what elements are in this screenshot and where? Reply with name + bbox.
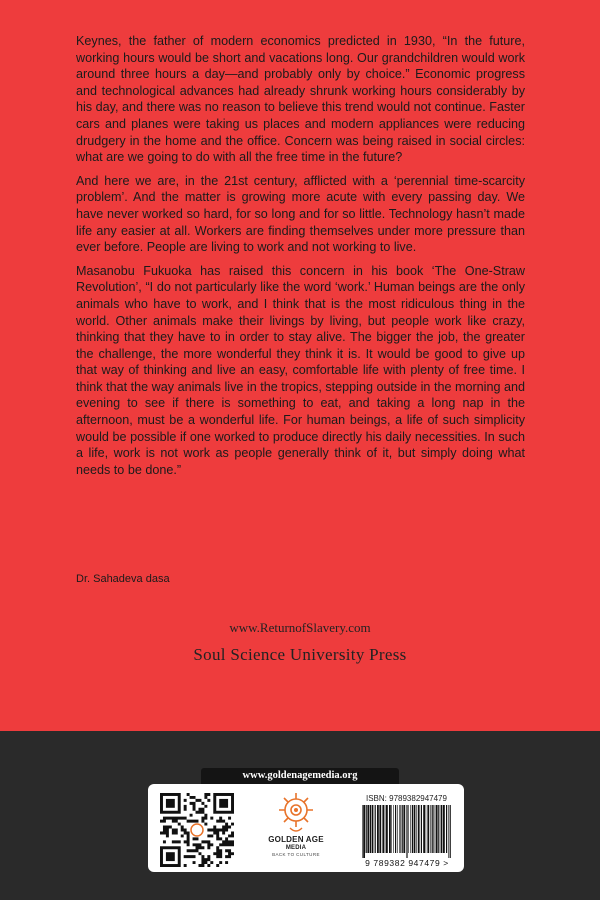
blurb-paragraph-2: And here we are, in the 21st century, afflicted with a ‘perennial time-scarcity problem’. And the matter is growing more acute with every passing day. We have never worked so hard, for so long and for so little. Technology hasn’t made life any easier at all. Workers are finding themselves under more pressure than ever before. People are living to work and not working to live. (76, 173, 525, 255)
logo-name: GOLDEN AGE (268, 835, 324, 844)
barcode-icon (358, 805, 456, 860)
blurb-text (76, 33, 525, 485)
author-name: Dr. Sahadeva dasa (76, 573, 170, 585)
publisher-name: Soul Science University Press (193, 645, 407, 664)
blurb-paragraph-3: Masanobu Fukuoka has raised this concern in his book ‘The One-Straw Revolution’, “I do not particularly like the word ‘work.’ Human beings are the only animals who have to work, and I think that is the most ridiculous thing in the world. Other animals make their livings by living, but people work like crazy, thinking that they have to in order to stay alive. The bigger the job, the greater the challenge, the more wonderful they think it is. It would be good to give up that way of thinking and live an easy, comfortable life with plenty of free time. I think that the way animals live in the tropics, stepping outside in the morning and evening to see if there is something to eat, and taking a long nap in the afternoon, must be a wonderful life. For human beings, a life of such simplicity would be possible if one worked to produce directly his daily necessities. In such a life, work is not work as people generally think of it, but simply doing what needs to be done.” (76, 263, 525, 477)
golden-age-media-logo (260, 790, 332, 870)
logo-tagline: BACK TO CULTURE (272, 852, 320, 857)
blurb-paragraph-1: Keynes, the father of modern economics predicted in 1930, “In the future, working hours would be short and vacations long. Our grandchildren would work around three hours a day—and probably only by choice.” Economic progress and technological advances had already shrunk working hours considerably by his day, and there was no reason to believe this trend would not continue. Faster cars and planes were taking us places and modern appliances were reducing drudgery in the home and the office. Concern was being raised in social circles: what are we going to do with all the free time in the future? (76, 34, 525, 165)
website-url: www.ReturnofSlavery.com (229, 620, 371, 635)
qr-code-icon (160, 793, 234, 867)
golden-age-media-logo-icon (276, 790, 316, 834)
logo-sub: MEDIA (285, 845, 307, 851)
distributor-url-bar: www.goldenagemedia.org (201, 768, 399, 784)
isbn-label: ISBN: 9789382947479 (366, 794, 447, 803)
barcode-panel (148, 784, 464, 872)
barcode-number: 9 789382 947479 > (365, 858, 449, 868)
